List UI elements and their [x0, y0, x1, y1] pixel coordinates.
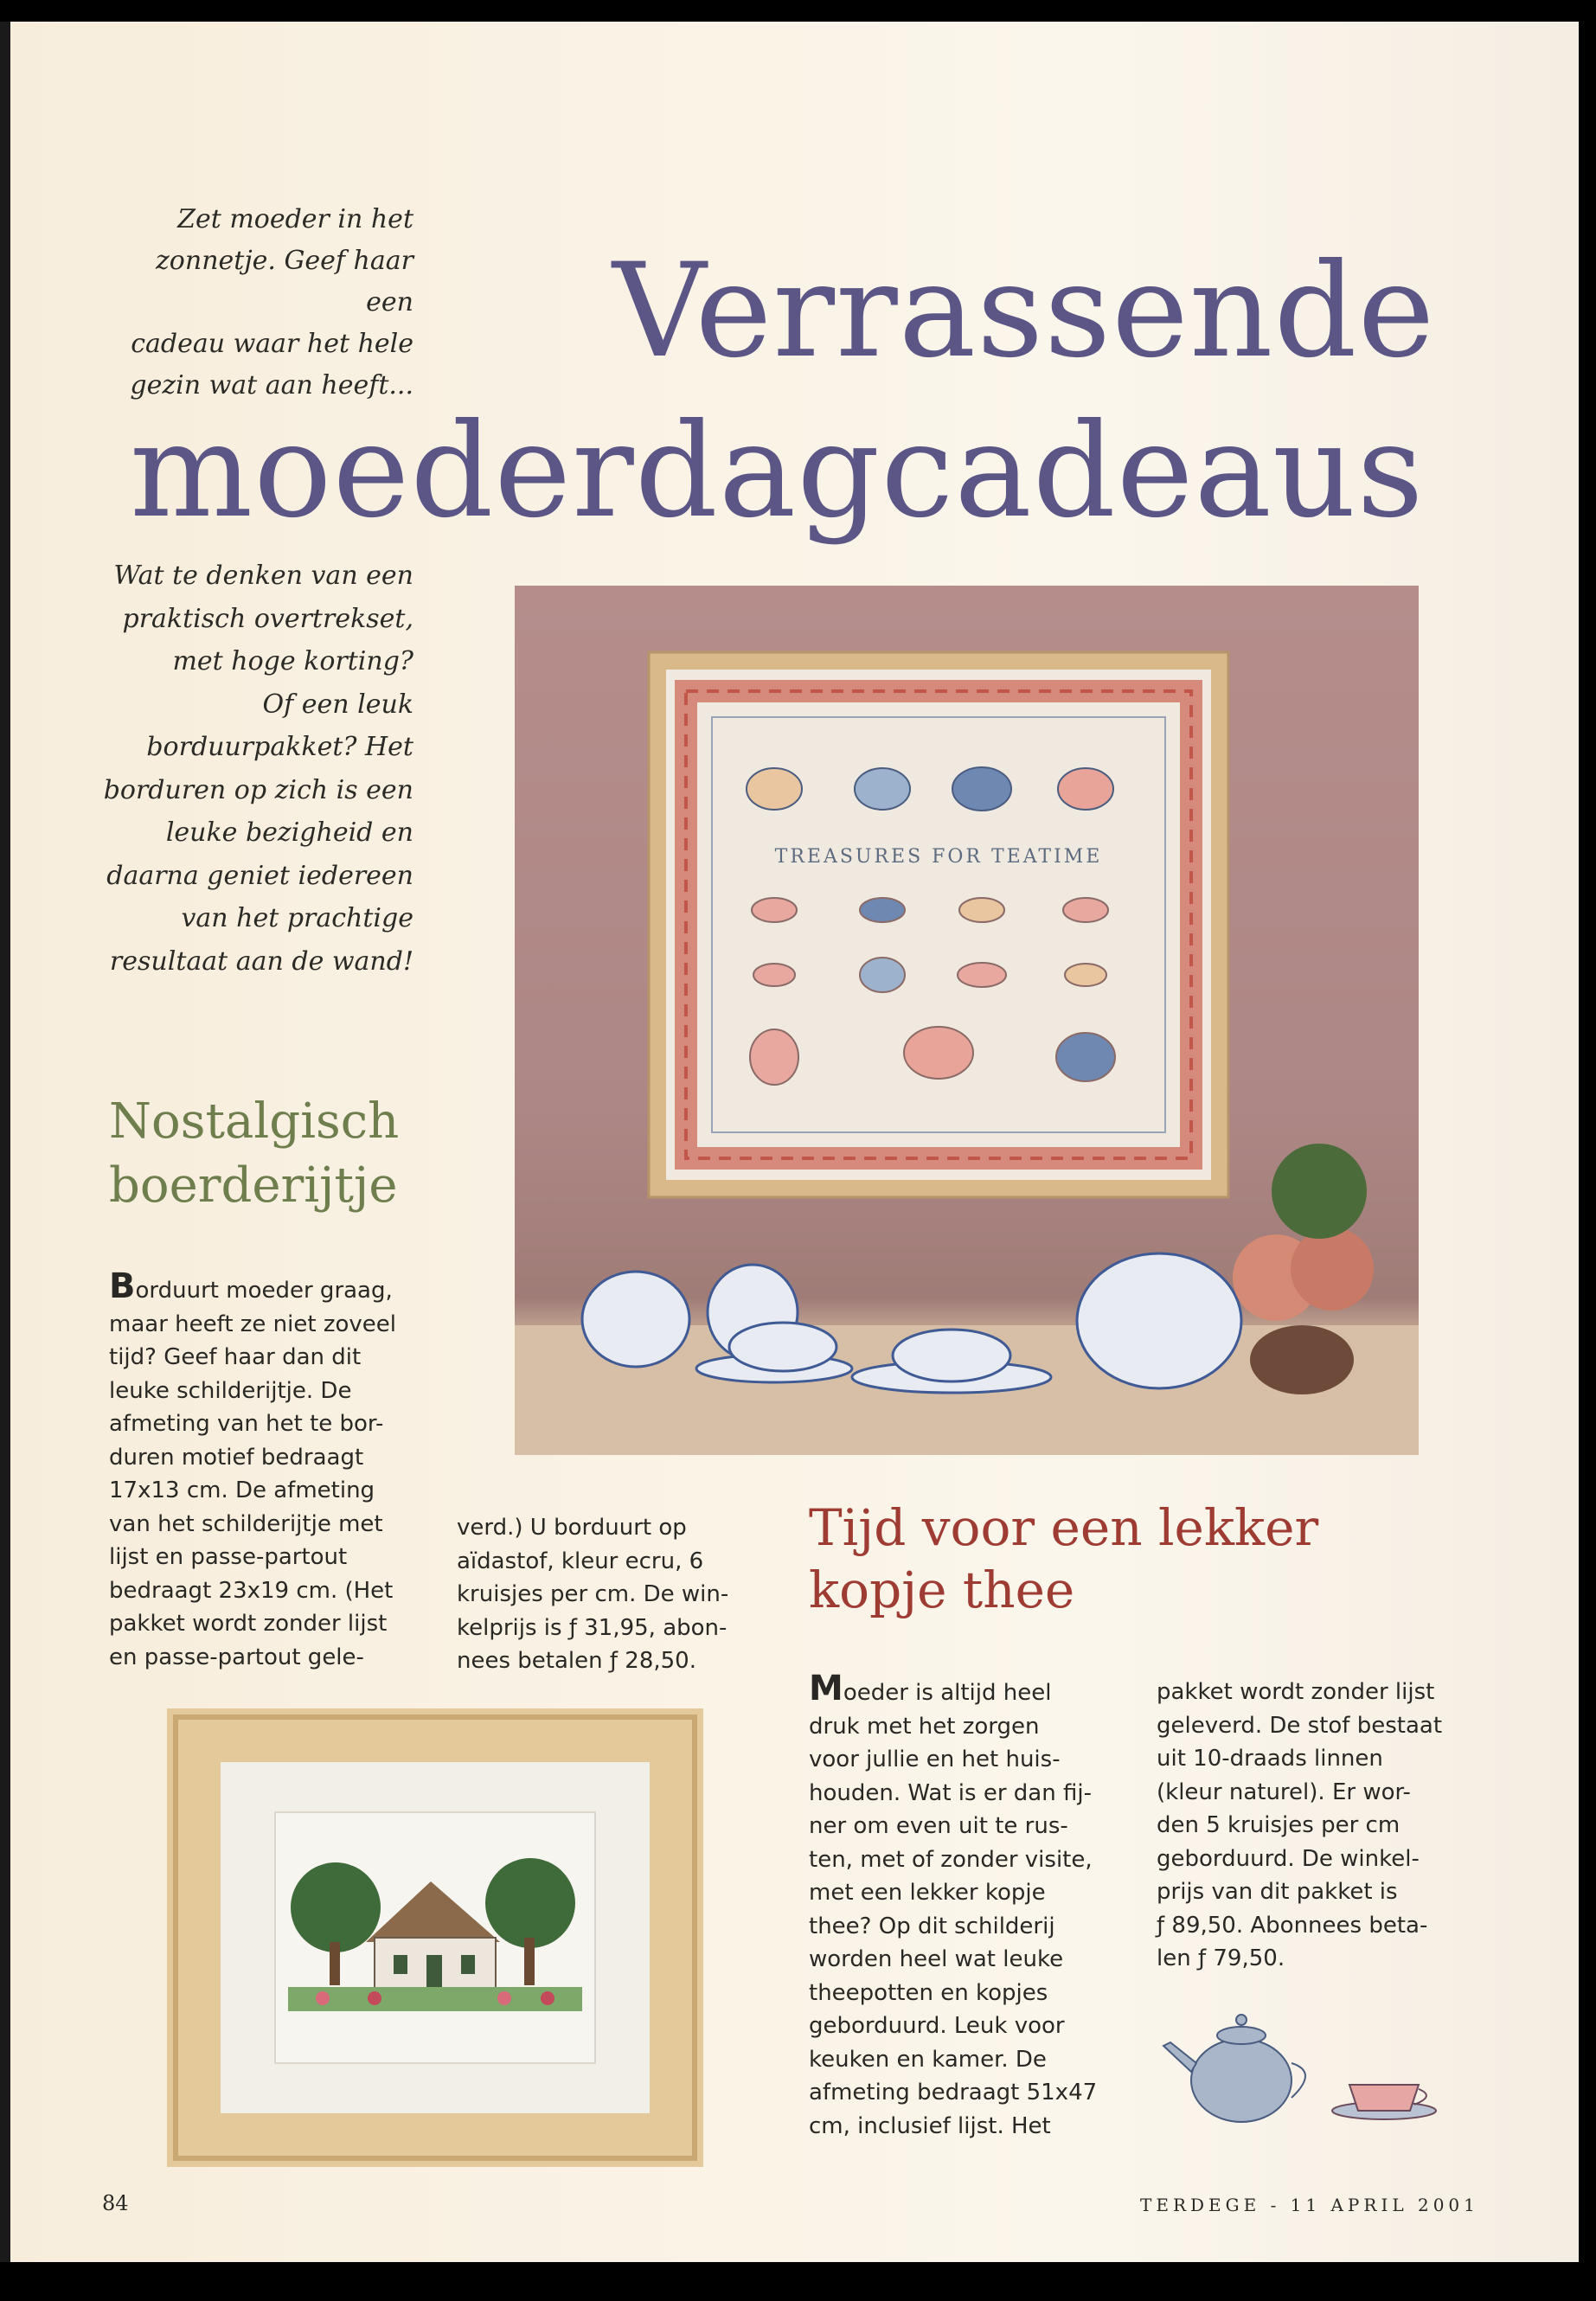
section1-column2: verd.) U borduurt op aïdastof, kleur ecru, 6 kruisjes per cm. De win- kelprijs is ƒ 31,95, abon- nees betalen ƒ 28,50. — [457, 1515, 729, 1674]
section1-column1: Borduurt moeder graag, maar heeft ze niet zoveel tijd? Geef haar dan dit leuke schilderijtje. De afmeting van het te bor- duren motief bedraagt 17x13 cm. De afmeting van het schilderijtje met lijst en passe-partout bedraagt 23x19 cm. (Het pakket wordt zonder lijst en passe-partout gele- — [109, 1266, 396, 1670]
section2-column2: pakket wordt zonder lijst geleverd. De stof bestaat uit 10-draads linnen (kleur naturel). Er wor- den 5 kruisjes per cm geborduurd. De winkel- prijs van dit pakket is ƒ 89,50. Abonnees beta- len ƒ 79,50. — [1157, 1679, 1443, 1971]
sampler-text: TREASURES FOR TEATIME — [774, 846, 1103, 868]
tea-sampler-illustration — [515, 586, 1419, 1455]
magazine-footer: TERDEGE - 11 APRIL 2001 — [1140, 2195, 1479, 2215]
intro-text: Zet moeder in het zonnetje. Geef haar een cadeau waar het hele gezin wat aan heeft... — [130, 204, 413, 401]
section2-heading: Tijd voor een lekker kopje thee — [809, 1498, 1319, 1619]
page-number: 84 — [102, 2191, 129, 2215]
tea-sampler-photo — [515, 586, 1419, 1455]
scan-edge — [0, 22, 10, 2262]
page-title-line1: Verrassende — [612, 236, 1436, 387]
dropcap-b: B — [109, 1266, 136, 1306]
magazine-page — [0, 22, 1579, 2262]
page-title-line2: moederdagcadeaus — [130, 396, 1425, 547]
teapot-cup-motif — [1155, 2003, 1449, 2132]
farmhouse-illustration — [167, 1708, 703, 2167]
dropcap-m: M — [809, 1669, 843, 1708]
section1-heading: Nostalgisch boerderijtje — [109, 1093, 400, 1214]
section2-column1: Moeder is altijd heel druk met het zorgen voor jullie en het huis- houden. Wat is er dan fij- ner om even uit te rus- ten, met of zonder visite, met een lekker kopje thee? Op dit schilderij worden heel wat leuke theepotten en kopjes geborduurd. Leuk voor keuken en kamer. De afmeting bedraagt 51x47 cm, inclusief lijst. Het — [809, 1669, 1098, 2139]
farmhouse-photo — [167, 1708, 703, 2167]
lede-text: Wat te denken van een praktisch overtrekset, met hoge korting? Of een leuk borduurpakket? Het borduren op zich is een leuke bezigheid en daarna geniet iedereen van het prachtige resultaat aan de wand! — [103, 561, 413, 977]
